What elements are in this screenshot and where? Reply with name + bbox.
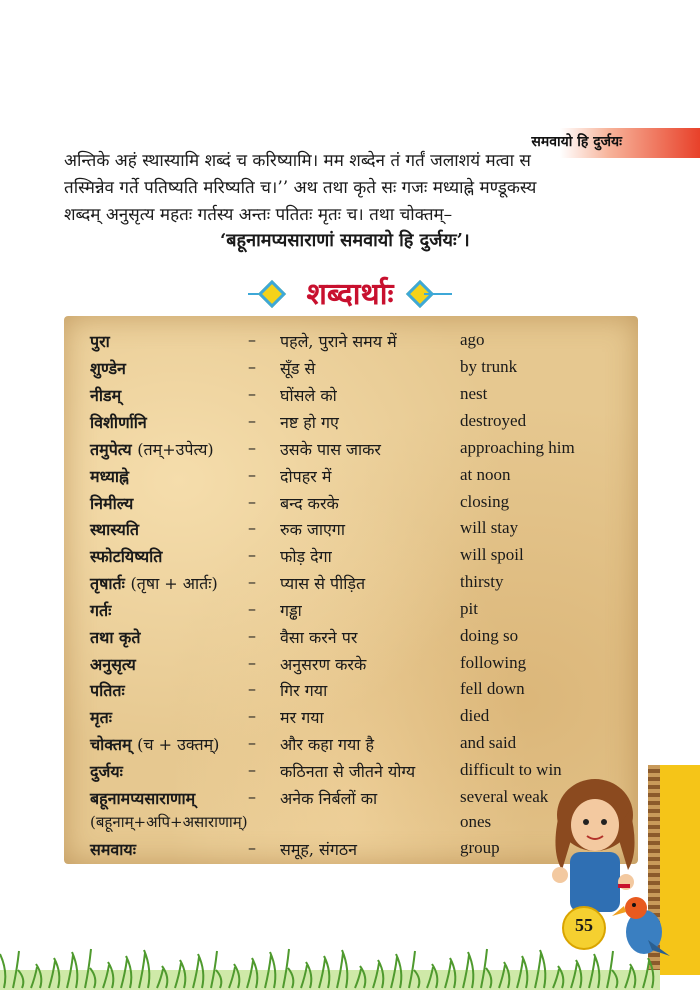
english-meaning: and said	[460, 733, 517, 752]
sanskrit-term	[90, 411, 147, 433]
glossary-row	[0, 545, 700, 571]
glossary-sub-english: ones	[460, 812, 492, 831]
separator-dash: –	[248, 492, 256, 511]
sanskrit-term	[90, 357, 126, 379]
glossary-row	[0, 518, 700, 544]
glossary-sub-note: (बहूनाम्+अपि+असाराणाम्)	[90, 813, 248, 831]
separator-dash: –	[248, 760, 256, 779]
term-word: मध्याह्ने	[90, 467, 129, 486]
glossary-row	[0, 357, 700, 383]
hindi-meaning: और कहा गया है	[280, 735, 375, 754]
sanskrit-term	[90, 733, 219, 755]
separator-dash: –	[248, 572, 256, 591]
separator-dash: –	[248, 787, 256, 806]
sanskrit-term	[90, 572, 218, 594]
glossary-row	[0, 599, 700, 625]
glossary-row	[0, 679, 700, 705]
english-meaning: died	[460, 706, 490, 725]
glossary-row	[0, 465, 700, 491]
hindi-meaning: गड्ढा	[280, 601, 302, 620]
hindi-meaning: अनेक निर्बलों का	[280, 789, 378, 808]
english-meaning: destroyed	[460, 411, 527, 430]
sanskrit-term	[90, 384, 121, 406]
term-word: विशीर्णानि	[90, 413, 147, 432]
english-meaning: fell down	[460, 679, 525, 698]
hindi-meaning: प्यास से पीड़ित	[280, 574, 366, 593]
page-number: 55	[575, 915, 593, 935]
chapter-title: समवायो हि दुर्जयः	[531, 134, 622, 150]
hindi-meaning: नष्ट हो गए	[280, 413, 339, 432]
separator-dash: –	[248, 545, 256, 564]
english-meaning: following	[460, 653, 527, 672]
english-meaning: pit	[460, 599, 478, 618]
hindi-meaning: वैसा करने पर	[280, 628, 358, 647]
separator-dash: –	[248, 357, 256, 376]
heading-line-right	[424, 293, 452, 295]
separator-dash: –	[248, 679, 256, 698]
grass-decoration	[0, 930, 660, 990]
glossary-row	[0, 384, 700, 410]
glossary-row	[0, 438, 700, 464]
separator-dash: –	[248, 626, 256, 645]
sanskrit-term	[90, 465, 129, 487]
separator-dash: –	[248, 653, 256, 672]
hindi-meaning: सूँड से	[280, 359, 316, 378]
hindi-meaning: घोंसले को	[280, 386, 337, 405]
sanskrit-term	[90, 706, 112, 728]
hindi-meaning: पहले, पुराने समय में	[280, 332, 397, 351]
separator-dash: –	[248, 706, 256, 725]
glossary-row	[0, 653, 700, 679]
hindi-meaning: रुक जाएगा	[280, 520, 345, 539]
sanskrit-term	[90, 330, 110, 352]
section-heading-text: शब्दार्थाः	[306, 277, 394, 312]
passage-line: अन्तिके अहं स्थास्यामि शब्दं च करिष्यामि। मम शब्देन तं गर्तं जलाशयं मत्वा स	[64, 151, 531, 171]
hindi-meaning: गिर गया	[280, 681, 328, 700]
glossary-row	[0, 626, 700, 652]
sanskrit-term	[90, 492, 133, 514]
separator-dash: –	[248, 518, 256, 537]
glossary-row	[0, 330, 700, 356]
term-word: बहूनामप्यसाराणाम्	[90, 789, 196, 808]
term-word: समवायः	[90, 840, 136, 859]
separator-dash: –	[248, 411, 256, 430]
term-word: निमील्य	[90, 494, 134, 513]
glossary-row	[0, 706, 700, 732]
hindi-meaning: मर गया	[280, 708, 324, 727]
separator-dash: –	[248, 838, 256, 857]
hindi-meaning: बन्द करके	[280, 494, 339, 513]
sanskrit-term	[90, 679, 125, 701]
sanskrit-term	[90, 438, 214, 460]
moral-quote: ‘बहूनामप्यसाराणां समवायो हि दुर्जयः’।	[220, 230, 470, 251]
hindi-meaning: समूह, संगठन	[280, 840, 358, 859]
hindi-meaning: अनुसरण करके	[280, 655, 367, 674]
sanskrit-term	[90, 760, 123, 782]
sanskrit-term	[90, 599, 111, 621]
separator-dash: –	[248, 465, 256, 484]
sanskrit-term	[90, 838, 136, 860]
separator-dash: –	[248, 733, 256, 752]
glossary-row	[0, 572, 700, 598]
term-word: पुरा	[90, 332, 110, 351]
term-word: तृषार्तः	[90, 574, 125, 593]
passage	[64, 148, 644, 229]
term-word: चोक्तम्	[90, 735, 132, 754]
term-word: मृतः	[90, 708, 112, 727]
hindi-meaning: दोपहर में	[280, 467, 332, 486]
english-meaning: ago	[460, 330, 485, 349]
hindi-meaning: फोड़ देगा	[280, 547, 332, 566]
hindi-meaning: उसके पास जाकर	[280, 440, 381, 459]
term-word: तमुपेत्य	[90, 440, 132, 459]
section-heading	[0, 272, 700, 312]
separator-dash: –	[248, 438, 256, 457]
term-word: गर्तः	[90, 601, 112, 620]
glossary-row	[0, 492, 700, 518]
english-meaning: by trunk	[460, 357, 518, 376]
english-meaning: doing so	[460, 626, 519, 645]
sanskrit-term	[90, 787, 195, 809]
term-breakdown: (तृषा + आर्तः)	[130, 574, 218, 593]
term-word: दुर्जयः	[90, 762, 123, 781]
glossary-row	[0, 733, 700, 759]
english-meaning: thirsty	[460, 572, 504, 591]
sanskrit-term	[90, 653, 136, 675]
term-word: अनुसृत्य	[90, 655, 136, 674]
separator-dash: –	[248, 384, 256, 403]
separator-dash: –	[248, 330, 256, 349]
glossary-row	[0, 411, 700, 437]
english-meaning: nest	[460, 384, 488, 403]
english-meaning: will stay	[460, 518, 519, 537]
term-word: स्थास्यति	[90, 520, 140, 539]
english-meaning: several weak	[460, 787, 549, 806]
english-meaning: approaching him	[460, 438, 575, 457]
hindi-meaning: कठिनता से जीतने योग्य	[280, 762, 416, 781]
term-word: शुण्डेन	[90, 359, 126, 378]
separator-dash: –	[248, 599, 256, 618]
english-meaning: will spoil	[460, 545, 524, 564]
passage-line: शब्दम् अनुसृत्य महतः गर्तस्य अन्तः पतितः मृतः च। तथा चोक्तम्–	[64, 205, 453, 225]
term-breakdown: (च + उक्तम्)	[137, 735, 220, 754]
term-word: तथा कृते	[90, 628, 141, 647]
english-meaning: difficult to win	[460, 760, 562, 779]
term-word: नीडम्	[90, 386, 122, 405]
term-word: पतितः	[90, 681, 125, 700]
passage-line: तस्मिन्नेव गर्ते पतिष्यति मरिष्यति च।’’ अथ तथा कृते सः गजः मध्याह्ने मण्डूकस्य	[64, 178, 537, 198]
english-meaning: at noon	[460, 465, 511, 484]
english-meaning: group	[460, 838, 500, 857]
sanskrit-term	[90, 545, 162, 567]
sanskrit-term	[90, 626, 140, 648]
term-breakdown: (तम्+उपेत्य)	[137, 440, 214, 459]
english-meaning: closing	[460, 492, 510, 511]
sanskrit-term	[90, 518, 139, 540]
term-word: स्फोटयिष्यति	[90, 547, 163, 566]
